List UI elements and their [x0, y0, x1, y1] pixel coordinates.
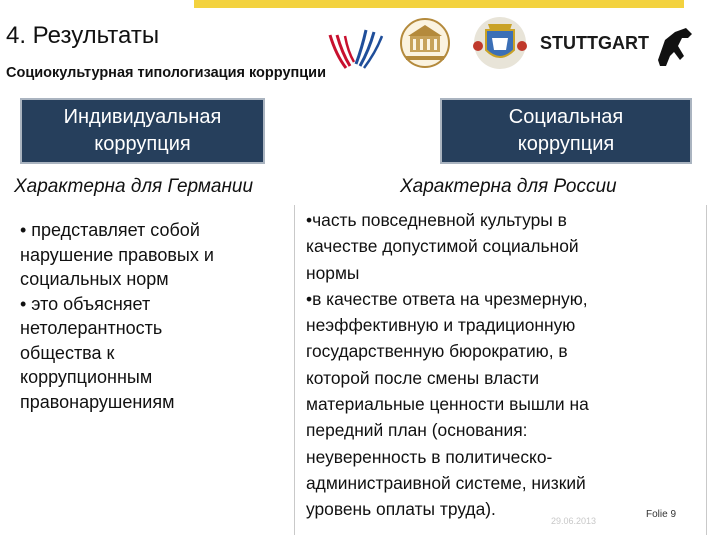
- box-left-line-2: коррупция: [94, 133, 191, 155]
- footer-slide-number: Folie 9: [646, 509, 677, 520]
- germany-line: коррупционным: [20, 367, 153, 387]
- horse-logo-icon: [658, 28, 692, 66]
- germany-line: нарушение правовых и: [20, 244, 214, 265]
- russia-line: материальные ценности вышли на: [306, 394, 589, 415]
- footer-date: 29.06.2013: [551, 516, 597, 526]
- russia-line: которой после смены власти: [306, 367, 540, 388]
- russia-line: качестве допустимой социальной: [306, 236, 579, 257]
- stuttgart-wordmark: STUTTGART: [540, 33, 649, 53]
- academy-emblem-icon: [401, 19, 449, 67]
- russia-line: государственную бюрократию, в: [306, 341, 568, 362]
- social-corruption-box: [440, 98, 692, 164]
- germany-line: • это объясняет: [20, 293, 151, 314]
- logos-strip: [320, 10, 720, 80]
- germany-line: социальных норм: [20, 269, 169, 289]
- coat-of-arms-icon: [473, 17, 527, 69]
- university-logo-icon: [330, 30, 382, 68]
- russia-line: неуверенность в политическо-: [306, 446, 553, 467]
- box-left-line-1: Индивидуальная: [63, 106, 222, 128]
- germany-line: нетолерантность: [20, 318, 163, 338]
- russia-line: •в качестве ответа на чрезмерную,: [306, 288, 588, 309]
- top-accent-bar: [194, 0, 684, 8]
- russia-line: администраивной системе, низкий: [306, 472, 586, 493]
- box-right-line-2: коррупция: [517, 133, 615, 155]
- box-right-line-1: Социальная: [508, 106, 624, 128]
- individual-corruption-box: [20, 98, 265, 164]
- slide-subtitle: Социокультурная типологизация коррупции: [6, 65, 327, 81]
- germany-characteristic: Характерна для Германии: [14, 176, 254, 197]
- russia-line: уровень оплаты труда).: [306, 499, 496, 520]
- russia-line: нормы: [306, 262, 360, 283]
- russia-characteristic: Характерна для России: [400, 176, 617, 197]
- germany-description: [20, 218, 290, 414]
- column-divider: [294, 205, 295, 535]
- germany-line: • представляет собой: [20, 220, 200, 240]
- russia-line: •часть повседневной культуры в: [306, 210, 567, 230]
- russia-line: передний план (основания:: [306, 420, 528, 441]
- russia-description: [306, 207, 711, 523]
- germany-line: правонарушениям: [20, 391, 175, 412]
- slide-title: 4. Результаты: [6, 22, 160, 49]
- russia-line: неэффективную и традиционную: [306, 315, 576, 336]
- germany-line: общества к: [20, 342, 115, 363]
